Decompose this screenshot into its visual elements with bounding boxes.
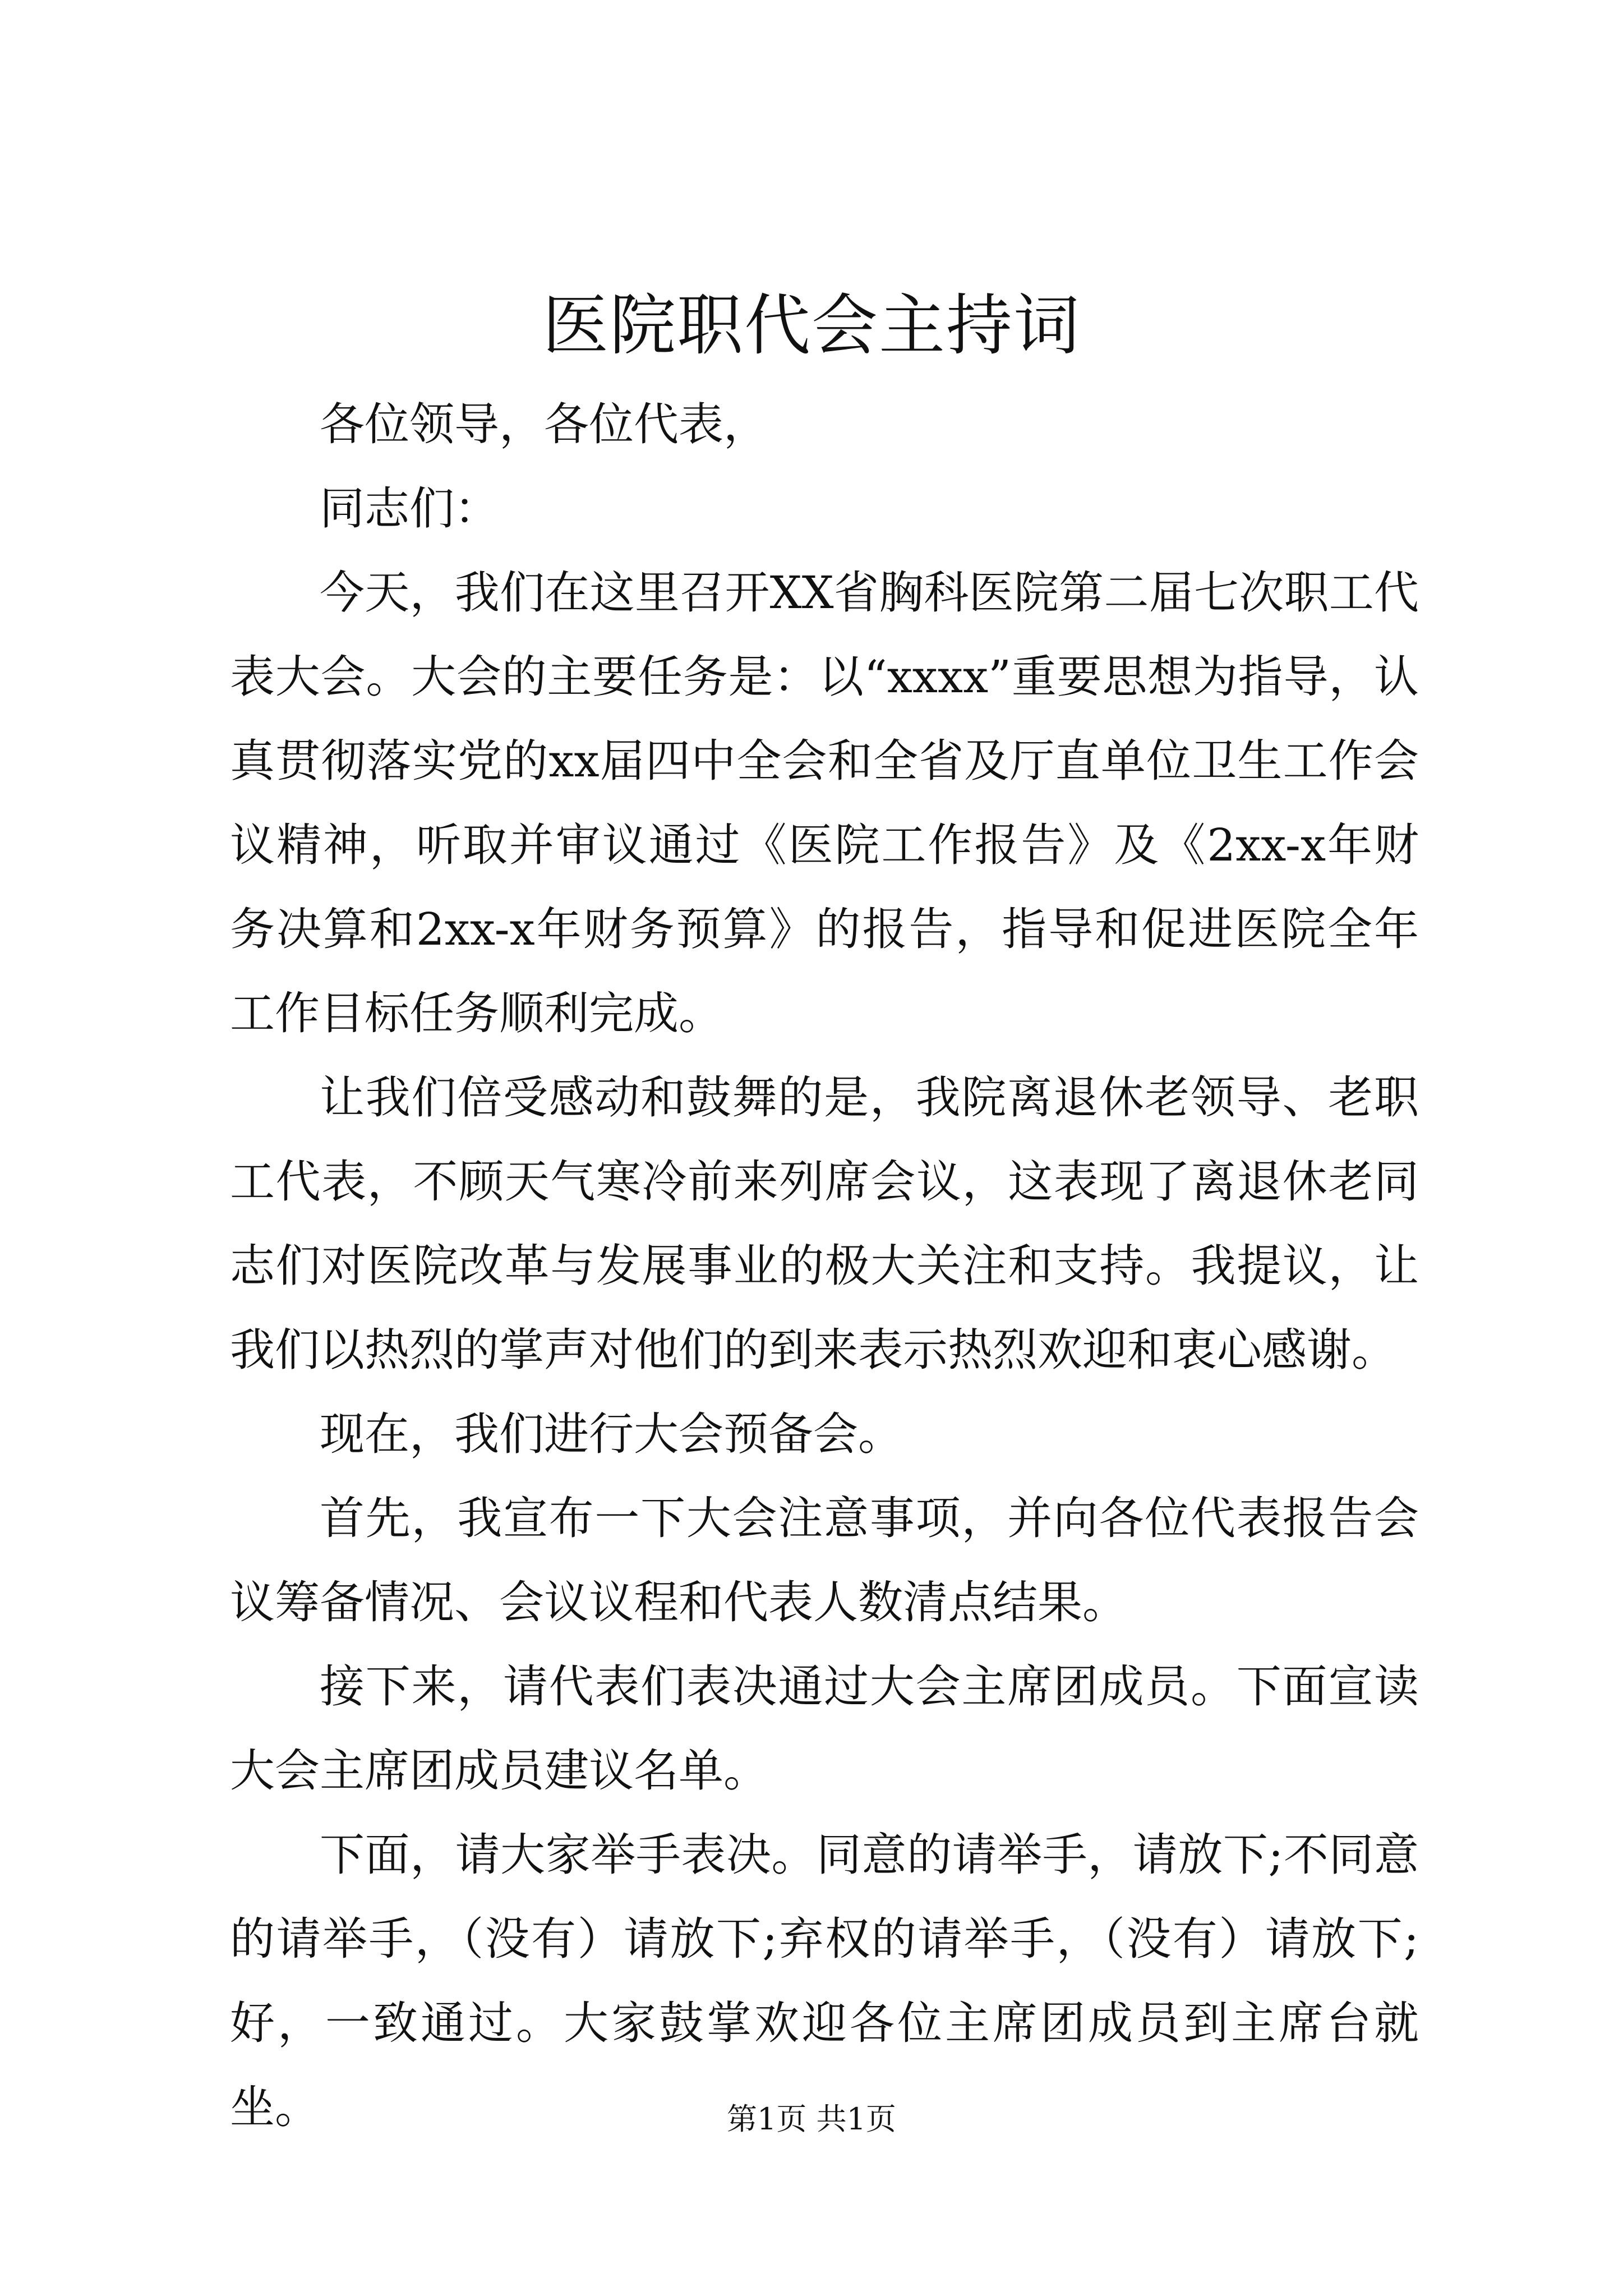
paragraph-greeting: 各位领导，各位代表，	[320, 398, 768, 450]
paragraph-show-of-hands: 下面，请大家举手表决。同意的请举手，请放下;不同意的请举手，（没有）请放下;弃权的请举手，（没有）请放下;好，一致通过。大家鼓掌欢迎各位主席团成员到主席台就坐。	[230, 1829, 1419, 2133]
paragraph-announcements: 首先，我宣布一下大会注意事项，并向各位代表报告会议筹备情况、会议议程和代表人数清点结果。	[230, 1492, 1419, 1628]
document-body	[230, 383, 1419, 2150]
page-footer: 第1页 共1页	[727, 2101, 896, 2137]
paragraph-preparatory-meeting: 现在，我们进行大会预备会。	[320, 1408, 903, 1460]
paragraph-opening: 今天，我们在这里召开XX省胸科医院第二届七次职工代表大会。大会的主要任务是：以“xxxx”重要思想为指导，认真贯彻落实党的xx届四中全会和全省及厅直单位卫生工作会议精神，听取并审议通过《医院工作报告》及《2xx-x年财务决算和2xx-x年财务预算》的报告，指导和促进医院全年工作目标任务顺利完成。	[230, 567, 1419, 1039]
paragraph-welcome-retirees: 让我们倍受感动和鼓舞的是，我院离退休老领导、老职工代表，不顾天气寒冷前来列席会议，这表现了离退休老同志们对医院改革与发展事业的极大关注和支持。我提议，让我们以热烈的掌声对他们的到来表示热烈欢迎和衷心感谢。	[230, 1071, 1419, 1376]
document-title: 医院职代会主持词	[542, 287, 1081, 364]
paragraph-comrades: 同志们：	[320, 482, 499, 535]
paragraph-presidium-vote: 接下来，请代表们表决通过大会主席团成员。下面宣读大会主席团成员建议名单。	[230, 1660, 1419, 1797]
